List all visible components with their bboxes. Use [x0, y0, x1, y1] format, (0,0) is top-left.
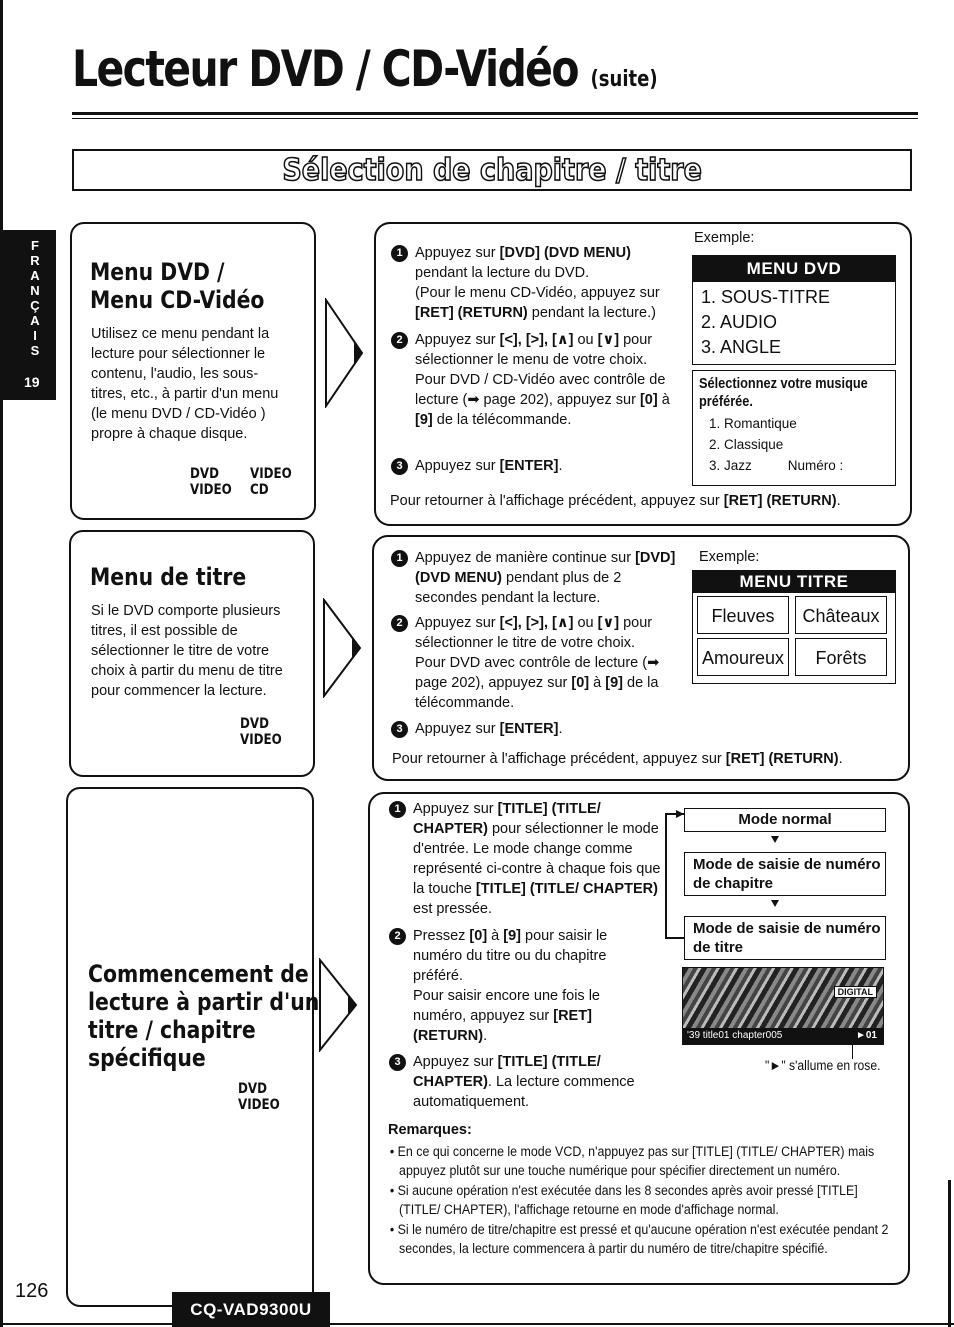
mode-normal: Mode normal [684, 808, 886, 832]
step-number-2: 2 [391, 332, 408, 349]
title-menu-step-2: 2 Appuyez sur [<], [>], [∧] ou [∨] pour sélectionner le titre de votre choix. Pour DVD avec contrôle de lecture (➡ page 202), appuyez sur [0] à [9] de la télécommande. [415, 613, 687, 713]
header-rule-thin [72, 118, 918, 119]
title-menu-return-note: Pour retourner à l'affichage précédent, appuyez sur [RET] (RETURN). [392, 751, 843, 767]
step-number-3: 3 [391, 458, 408, 475]
dvd-menu-step-1: 1 Appuyez sur [DVD] (DVD MENU) pendant la lecture du DVD. (Pour le menu CD-Vidéo, appuyez sur [RET] (RETURN) pendant la lecture.) [415, 243, 680, 323]
music-item: 1. Romantique [709, 416, 797, 431]
remarks-block [388, 1121, 898, 1259]
title-cell-amoureux[interactable]: Amoureux [697, 638, 789, 676]
example-label: Exemple: [694, 230, 755, 246]
model-badge: CQ-VAD9300U [172, 1292, 330, 1327]
step-number-3: 3 [389, 1054, 406, 1071]
number-label: Numéro : [787, 458, 844, 473]
tab-letter: R [30, 253, 40, 268]
remark-item: • En ce qui concerne le mode VCD, n'appuyez pas sur [TITLE] (TITLE/ CHAPTER) mais appuyez plutôt sur une touche numérique pour spécifier directement un numéro. [389, 1143, 875, 1178]
step-number-1: 1 [391, 245, 408, 262]
example-label: Exemple: [699, 549, 760, 565]
arrow-icon [322, 598, 364, 698]
screen-title: MENU TITRE [693, 571, 895, 593]
step-number-2: 2 [391, 615, 408, 632]
menu-item: 1. SOUS-TITRE [701, 287, 831, 307]
page-number: 126 [15, 1280, 49, 1302]
footer-rule [0, 1323, 954, 1325]
title-menu-step-3: 3 Appuyez sur [ENTER]. [415, 719, 675, 739]
dvd-menu-screen [692, 255, 896, 365]
tab-letter: A [30, 268, 40, 283]
music-select-screen [692, 370, 896, 486]
dvd-menu-step-2: 2 Appuyez sur [<], [>], [∧] ou [∨] pour sélectionner le menu de votre choix. Pour DVD / CD-Vidéo avec contrôle de lecture (➡ page 202), appuyez sur [0] à [9] de la télécommande. [415, 330, 683, 430]
arrow-icon [324, 298, 366, 408]
title-cell-fleuves[interactable]: Fleuves [697, 596, 789, 634]
step-number-1: 1 [391, 550, 408, 567]
down-arrow-icon [771, 836, 779, 843]
dvd-menu-step-3: 3 Appuyez sur [ENTER]. [415, 456, 675, 476]
specific-step-3: 3 Appuyez sur [TITLE] (TITLE/ CHAPTER). La lecture commence automatiquement. [413, 1052, 653, 1112]
remarks-heading: Remarques: [388, 1122, 472, 1138]
edge-strip [948, 1180, 951, 1327]
mode-title-input: Mode de saisie de numéro de titre [684, 916, 886, 960]
tab-number: 19 [24, 374, 40, 390]
format-badge-dvd: DVD VIDEO [240, 716, 282, 748]
tab-letter: Ç [30, 298, 40, 313]
title-cell-forets[interactable]: Forêts [795, 638, 887, 676]
step-number-1: 1 [389, 801, 406, 818]
specific-start-title: Commencement de lecture à partir d'un titre / chapitre spécifique [88, 960, 320, 1072]
title-menu-title: Menu de titre [90, 563, 247, 591]
screen-title: MENU DVD [693, 256, 895, 282]
menu-item: 3. ANGLE [701, 337, 782, 357]
step-number-3: 3 [391, 721, 408, 738]
display-photo [682, 967, 884, 1045]
specific-step-1: 1 Appuyez sur [TITLE] (TITLE/ CHAPTER) pour sélectionner le mode d'entrée. Le mode change comme représenté ci-contre à chaque fois que la touche [TITLE] (TITLE/ CHAPTER) est pressée. [413, 799, 661, 919]
format-badge-dvd: DVD VIDEO [190, 466, 232, 498]
tab-letter: N [30, 283, 40, 298]
display-status-bar: '39 title01 chapter005 ►01 [683, 1028, 883, 1044]
music-item: 3. Jazz [709, 458, 752, 473]
down-arrow-icon [771, 900, 779, 907]
arrow-icon [318, 958, 360, 1052]
page-title: Lecteur DVD / CD-Vidéo (suite) [72, 40, 658, 98]
music-item: 2. Classique [709, 437, 784, 452]
edge-strip [0, 400, 3, 1327]
dvd-menu-description: Utilisez ce menu pendant la lecture pour sélectionner le contenu, l'audio, les sous-titres, etc., à partir d'un menu (le menu DVD / CD-Vidéo ) propre à chaque disque. [91, 326, 279, 442]
tab-letter: I [33, 328, 37, 343]
dvd-menu-title: Menu DVD / Menu CD-Vidéo [90, 258, 265, 314]
mode-chapter-input: Mode de saisie de numéro de chapitre [684, 852, 886, 896]
format-badge-vcd: VIDEO CD [250, 466, 292, 498]
language-tab [0, 230, 56, 400]
music-heading: Sélectionnez votre musique préférée. [699, 376, 868, 410]
tab-letter: A [30, 313, 40, 328]
header-rule [72, 112, 918, 115]
edge-strip [0, 0, 3, 230]
remark-item: • Si le numéro de titre/chapitre est pressé et qu'aucune opération n'est exécutée pendant 2 secondes, la lecture commencera à partir du numéro de titre/chapitre spécifié. [389, 1221, 889, 1256]
title-menu-description: Si le DVD comporte plusieurs titres, il est possible de sélectionner le titre de votre choix à partir du menu de titre pour commencer la lecture. [91, 603, 283, 699]
tab-letter: F [31, 238, 39, 253]
digital-badge: DIGITAL [834, 986, 877, 998]
remark-item: • Si aucune opération n'est exécutée dans les 8 secondes après avoir pressé [TITLE] (TITLE/ CHAPTER), l'affichage retourne en mode d'affichage normal. [389, 1182, 858, 1217]
dvd-menu-return-note: Pour retourner à l'affichage précédent, appuyez sur [RET] (RETURN). [390, 493, 841, 509]
indicator-note: "►" s'allume en rose. [765, 1058, 881, 1073]
title-menu-step-1: 1 Appuyez de manière continue sur [DVD] (DVD MENU) pendant plus de 2 secondes pendant la lecture. [415, 548, 680, 608]
format-badge-dvd: DVD VIDEO [238, 1081, 280, 1113]
title-suite: (suite) [590, 67, 658, 92]
section-banner [72, 149, 912, 191]
menu-item: 2. AUDIO [701, 312, 778, 332]
section-title: Sélection de chapitre / titre [282, 153, 702, 188]
specific-step-2: 2 Pressez [0] à [9] pour saisir le numéro du titre ou du chapitre préféré. Pour saisir encore une fois le numéro, appuyez sur [RET] (RETURN). [413, 926, 643, 1046]
step-number-2: 2 [389, 928, 406, 945]
title-cell-chateaux[interactable]: Châteaux [795, 596, 887, 634]
tab-letter: S [30, 343, 40, 358]
